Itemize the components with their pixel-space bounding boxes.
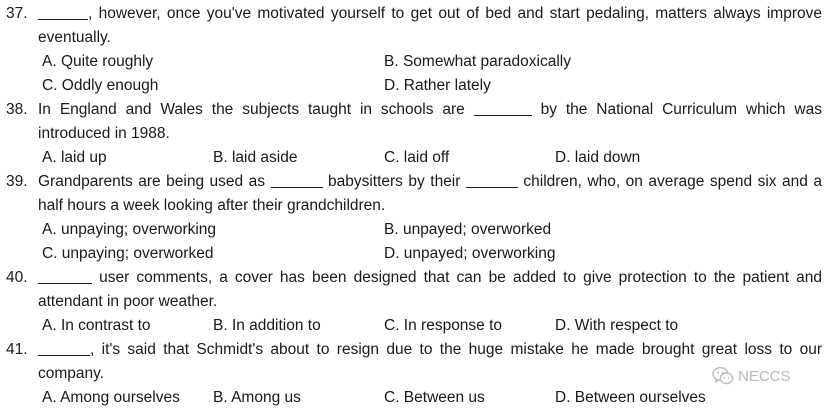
question-40-line-2 xyxy=(0,290,830,314)
question-text: company. xyxy=(38,365,105,382)
question-text: user comments, a cover has been designed that can be added to give protection to the patient and xyxy=(99,269,822,286)
question-37-options-row-1 xyxy=(0,50,830,74)
question-text: babysitters by their xyxy=(327,173,461,190)
question-41-line-2 xyxy=(0,362,830,386)
question-40-options-row xyxy=(0,314,830,338)
option-c[interactable]: C. In response to xyxy=(384,317,503,334)
option-c[interactable]: C. unpaying; overworked xyxy=(42,245,214,262)
option-c[interactable]: C. Oddly enough xyxy=(42,77,159,94)
option-b[interactable]: B. In addition to xyxy=(213,317,321,334)
question-number: 38. xyxy=(6,101,28,118)
answer-blank xyxy=(38,339,90,356)
watermark xyxy=(712,366,791,388)
question-37-line-1 xyxy=(0,2,830,26)
option-d[interactable]: D. Rather lately xyxy=(384,77,491,94)
option-c[interactable]: C. laid off xyxy=(384,149,450,166)
question-text: by the National Curriculum which was xyxy=(540,101,822,118)
question-text: half hours a week looking after their grandchildren. xyxy=(38,197,386,214)
question-37-options-row-2 xyxy=(0,74,830,98)
option-b[interactable]: B. laid aside xyxy=(213,149,298,166)
answer-blank xyxy=(38,267,92,284)
option-d[interactable]: D. Between ourselves xyxy=(555,389,706,406)
question-text: children, who, on average spend six and a xyxy=(523,173,822,190)
question-number: 39. xyxy=(6,173,28,190)
question-text: In England and Wales the subjects taught in schools are xyxy=(38,101,465,118)
question-41-options-row xyxy=(0,386,830,410)
question-40-line-1 xyxy=(0,266,830,290)
question-text: introduced in 1988. xyxy=(38,125,170,142)
question-number: 40. xyxy=(6,269,28,286)
answer-blank xyxy=(38,3,88,20)
answer-blank xyxy=(474,99,532,116)
option-d[interactable]: D. laid down xyxy=(555,149,641,166)
question-number: 41. xyxy=(6,341,28,358)
question-39-line-2 xyxy=(0,194,830,218)
answer-blank xyxy=(466,171,518,188)
option-a[interactable]: A. Quite roughly xyxy=(42,53,154,70)
option-b[interactable]: B. Somewhat paradoxically xyxy=(384,53,571,70)
wechat-icon xyxy=(712,366,734,386)
option-a[interactable]: A. laid up xyxy=(42,149,107,166)
question-text: eventually. xyxy=(38,29,111,46)
option-d[interactable]: D. unpayed; overworking xyxy=(384,245,556,262)
option-a[interactable]: A. unpaying; overworking xyxy=(42,221,217,238)
question-41-line-1 xyxy=(0,338,830,362)
option-b[interactable]: B. Among us xyxy=(213,389,301,406)
question-39-options-row-1 xyxy=(0,218,830,242)
question-39-line-1 xyxy=(0,170,830,194)
option-b[interactable]: B. unpayed; overworked xyxy=(384,221,552,238)
option-a[interactable]: A. Among ourselves xyxy=(42,389,180,406)
option-c[interactable]: C. Between us xyxy=(384,389,485,406)
question-39-options-row-2 xyxy=(0,242,830,266)
question-text: Grandparents are being used as xyxy=(38,173,266,190)
option-d[interactable]: D. With respect to xyxy=(555,317,679,334)
question-38-line-2 xyxy=(0,122,830,146)
question-number: 37. xyxy=(6,5,28,22)
question-text: attendant in poor weather. xyxy=(38,293,218,310)
question-text: , it's said that Schmidt's about to resign due to the huge mistake he made brought great loss to our xyxy=(90,341,822,358)
answer-blank xyxy=(271,171,323,188)
question-38-options-row xyxy=(0,146,830,170)
option-a[interactable]: A. In contrast to xyxy=(42,317,151,334)
question-38-line-1 xyxy=(0,98,830,122)
question-text: , however, once you've motivated yourself to get out of bed and start pedaling, matters always improve xyxy=(88,5,822,22)
watermark-text: NECCS xyxy=(738,368,791,385)
question-37-line-2 xyxy=(0,26,830,50)
